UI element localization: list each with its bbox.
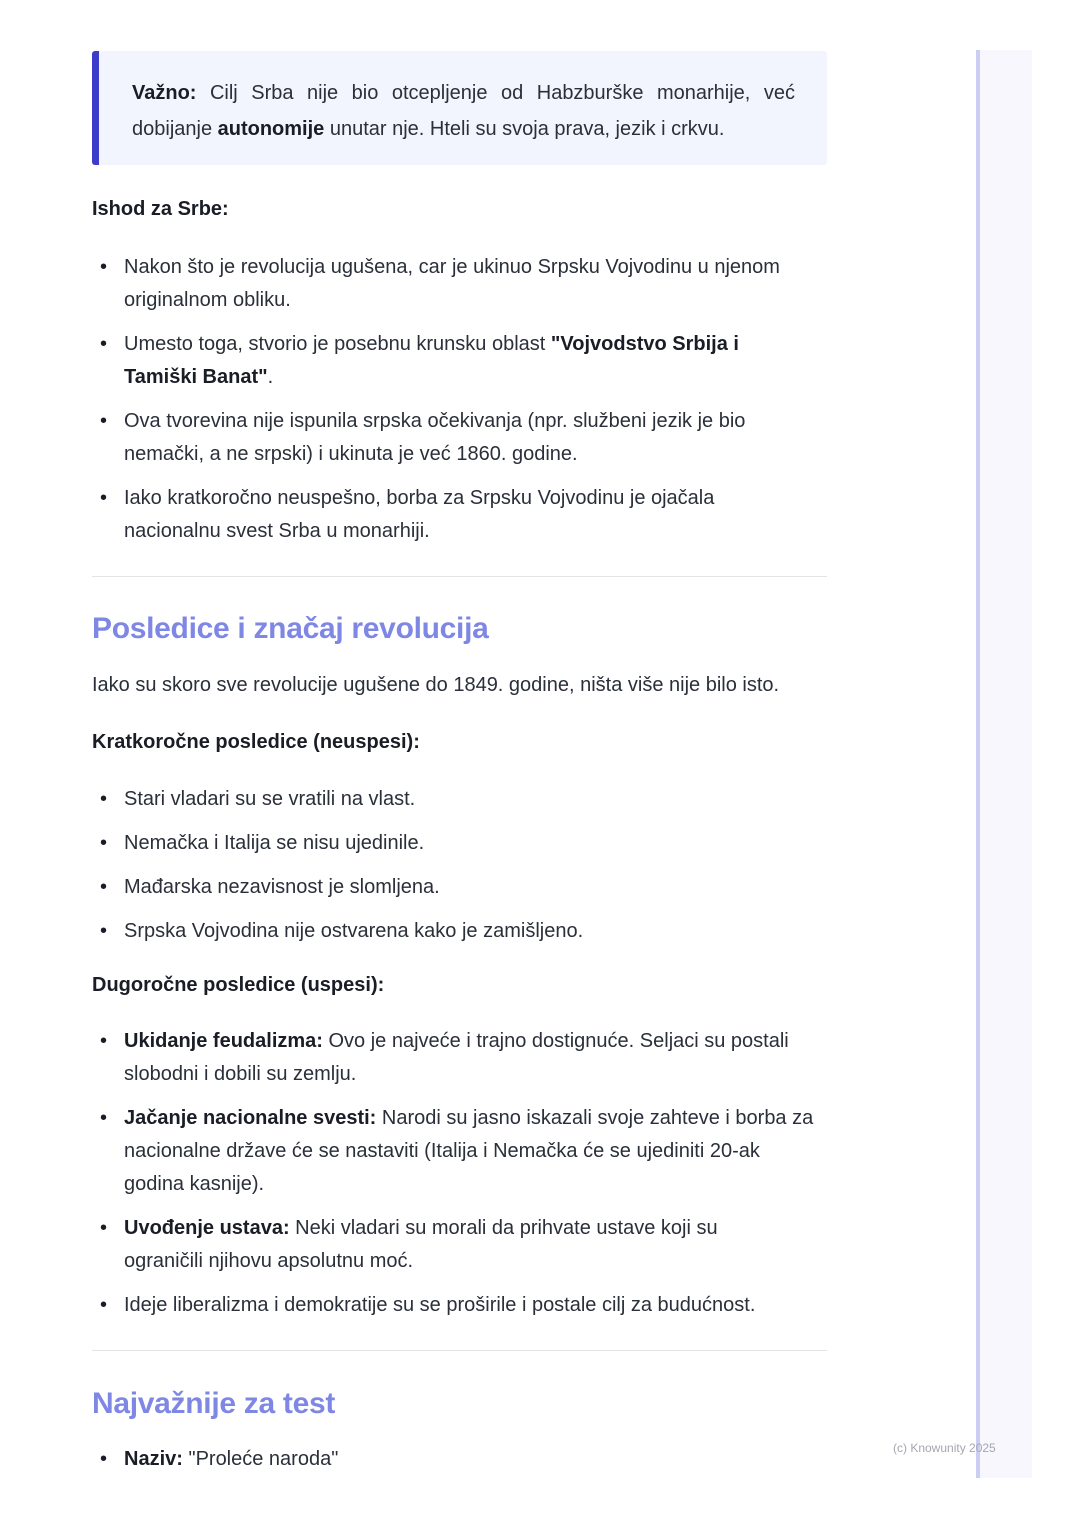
list-item: • Nakon što je revolucija ugušena, car je ukinuo Srpsku Vojvodinu u njenom originalnom obliku. bbox=[92, 251, 784, 317]
callout-bold-lead: Važno: bbox=[132, 82, 197, 104]
outcome-list bbox=[92, 251, 827, 548]
section-heading: Posledice i značaj revolucija bbox=[92, 612, 489, 645]
item-bold: Naziv: bbox=[124, 1448, 183, 1470]
short-term-list bbox=[92, 783, 827, 948]
callout-text-2: unutar nje. Hteli su svoja prava, jezik i crkvu. bbox=[324, 118, 725, 140]
section-heading: Najvažnije za test bbox=[92, 1387, 336, 1420]
item-text: "Proleće naroda" bbox=[182, 1448, 339, 1470]
item-text: Ideje liberalizma i demokratije su se proširile i postale cilj za budućnost. bbox=[124, 1294, 756, 1316]
item-text: . bbox=[267, 366, 274, 388]
divider bbox=[92, 1350, 827, 1351]
list-item: • Ova tvorevina nije ispunila srpska očekivanja (npr. službeni jezik je bio nemački, a ne srpski) i ukinuta je već 1860. godine. bbox=[92, 405, 784, 471]
side-panel bbox=[976, 50, 1032, 1478]
copyright-footer: (c) Knowunity 2025 bbox=[893, 1441, 996, 1455]
list-item: • Nemačka i Italija se nisu ujedinile. bbox=[92, 827, 827, 860]
list-item bbox=[92, 1102, 824, 1201]
long-term-list bbox=[92, 1025, 827, 1322]
item-text: Ovo je najveće i trajno dostignuće. Seljaci su postali slobodni i dobili su zemlju. bbox=[124, 1030, 789, 1085]
outcome-label: Ishod za Srbe: bbox=[92, 198, 229, 220]
section-intro: Iako su skoro sve revolucije ugušene do 1849. godine, ništa više nije bilo isto. bbox=[92, 674, 780, 696]
list-item: • Mađarska nezavisnost je slomljena. bbox=[92, 871, 827, 904]
callout-bold-mid: autonomije bbox=[217, 118, 325, 140]
item-text: Umesto toga, stvorio je posebnu krunsku oblast bbox=[124, 333, 551, 355]
list-item bbox=[92, 328, 784, 394]
list-item bbox=[92, 1025, 824, 1091]
item-bold: Uvođenje ustava: bbox=[124, 1217, 290, 1239]
item-text: Narodi su jasno iskazali svoje zahteve i borba za nacionalne države će se nastaviti (Italija i Nemačka će se ujediniti 20-ak godina kasnije). bbox=[124, 1107, 814, 1195]
long-term-label: Dugoročne posledice (uspesi): bbox=[92, 974, 385, 996]
important-callout bbox=[92, 51, 827, 165]
list-item bbox=[92, 1212, 784, 1278]
divider bbox=[92, 576, 827, 577]
list-item: • Srpska Vojvodina nije ostvarena kako je zamišljeno. bbox=[92, 915, 827, 948]
item-text: Neki vladari su morali da prihvate ustave koji su ograničili njihovu apsolutnu moć. bbox=[124, 1217, 718, 1272]
item-bold: Jačanje nacionalne svesti: bbox=[124, 1107, 377, 1129]
list-item: • Stari vladari su se vratili na vlast. bbox=[92, 783, 827, 816]
list-item: • Iako kratkoročno neuspešno, borba za Srpsku Vojvodinu je ojačala nacionalnu svest Srba u monarhiji. bbox=[92, 482, 784, 548]
list-item bbox=[92, 1443, 827, 1476]
list-item bbox=[92, 1289, 824, 1322]
side-accent-line bbox=[976, 50, 980, 1478]
short-term-label: Kratkoročne posledice (neuspesi): bbox=[92, 731, 420, 753]
item-bold: "Vojvodstvo Srbija i Tamiški Banat" bbox=[124, 333, 739, 388]
item-bold: Ukidanje feudalizma: bbox=[124, 1030, 323, 1052]
callout-text-1: Cilj Srba nije bio otcepljenje od Habzburške monarhije, već dobijanje bbox=[132, 82, 795, 140]
test-list bbox=[92, 1443, 827, 1476]
